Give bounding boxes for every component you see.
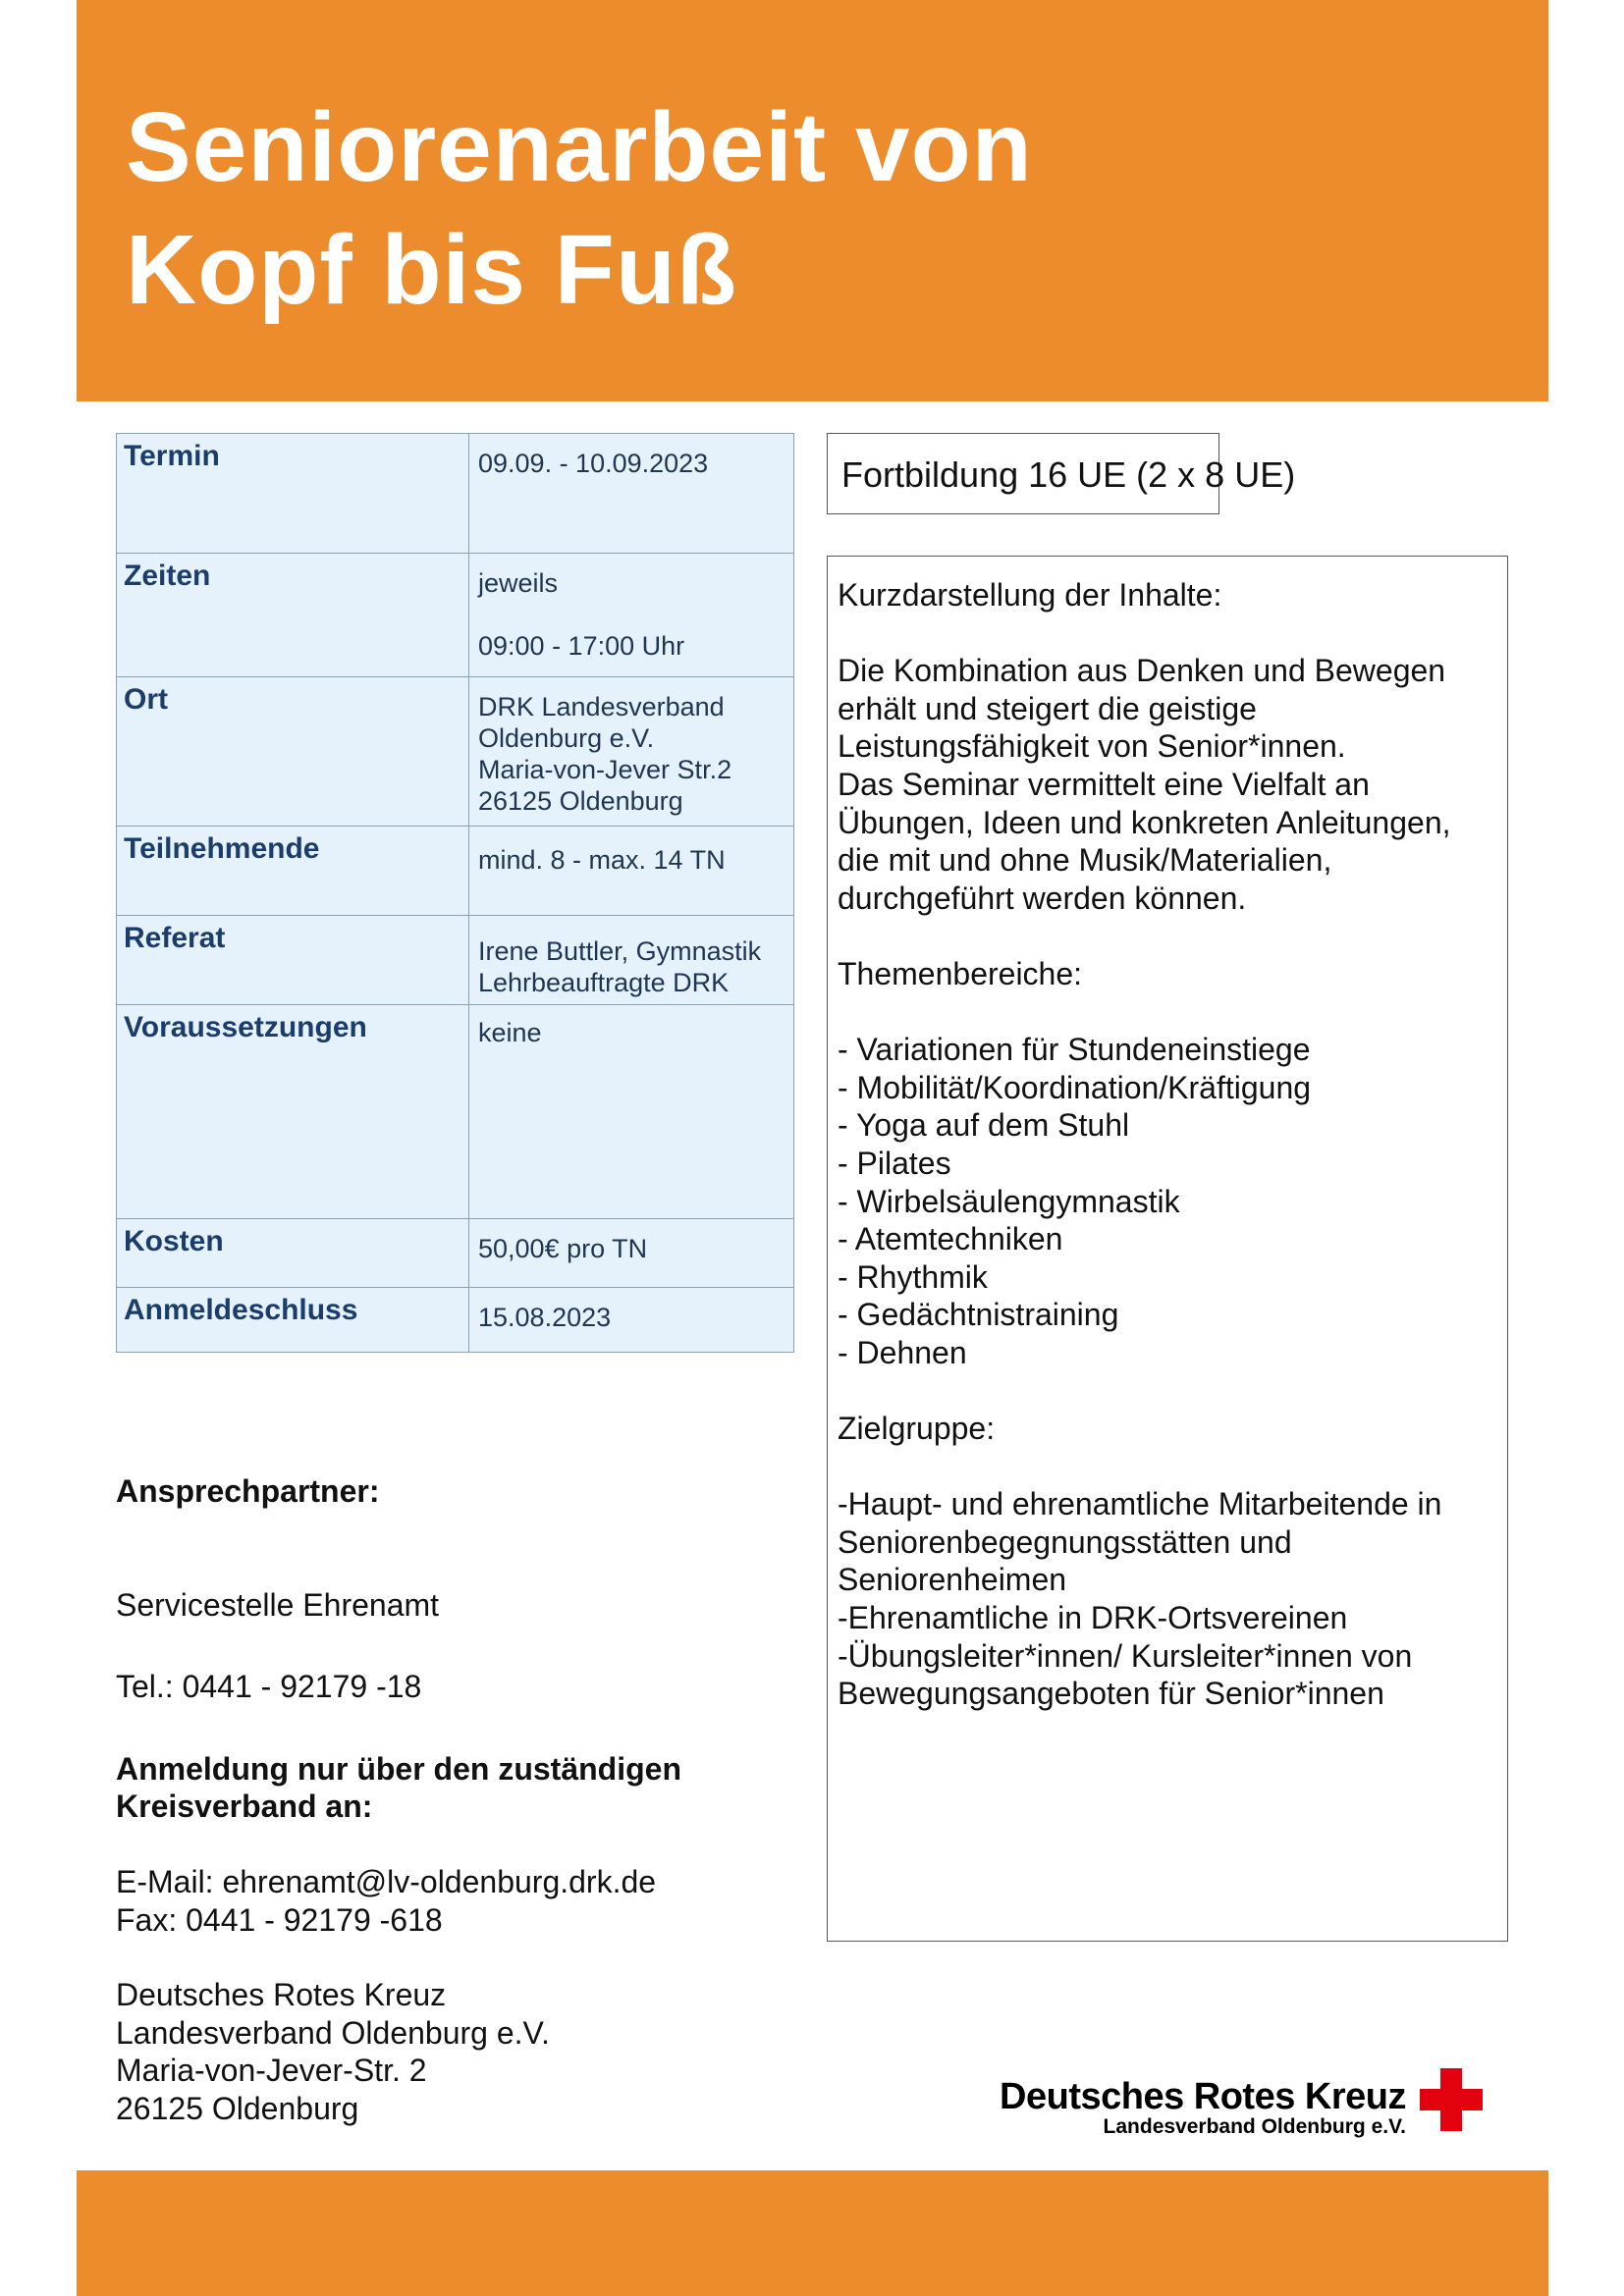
label-kosten: Kosten xyxy=(117,1219,469,1288)
value-line: Lehrbeauftragte DRK xyxy=(478,968,730,997)
label-anmeldeschluss: Anmeldeschluss xyxy=(117,1288,469,1353)
label-referat: Referat xyxy=(117,916,469,1005)
contact-office: Servicestelle Ehrenamt xyxy=(116,1586,440,1623)
contact-tel: Tel.: 0441 - 92179 -18 xyxy=(116,1669,422,1705)
inhalte-box xyxy=(827,556,1508,1942)
spacer xyxy=(838,993,1499,1032)
value-referat xyxy=(469,916,794,1005)
contact-fax: Fax: 0441 - 92179 -618 xyxy=(116,1901,443,1938)
contact-email: E-Mail: ehrenamt@lv-oldenburg.drk.de xyxy=(116,1863,657,1899)
drk-logo xyxy=(972,2066,1483,2145)
address-line: Landesverband Oldenburg e.V. xyxy=(116,2014,550,2051)
red-cross-icon xyxy=(1420,2068,1483,2131)
address-line: Maria-von-Jever-Str. 2 xyxy=(116,2053,427,2089)
list-item: - Variationen für Stundeneinstiege xyxy=(838,1032,1311,1068)
value-kosten xyxy=(469,1219,794,1288)
table-row xyxy=(117,916,794,1005)
table-row xyxy=(117,827,794,916)
zielgruppe-heading: Zielgruppe: xyxy=(838,1411,996,1447)
value-line: DRK Landesverband xyxy=(478,692,725,721)
table-row xyxy=(117,554,794,677)
table-row xyxy=(117,1005,794,1219)
inhalte-heading: Kurzdarstellung der Inhalte: xyxy=(838,577,1222,613)
intro-line: Übungen, Ideen und konkreten Anleitungen, xyxy=(838,804,1451,840)
value-line: 09.09. - 10.09.2023 xyxy=(478,449,709,478)
value-line: 15.08.2023 xyxy=(478,1303,612,1332)
value-line: Irene Buttler, Gymnastik xyxy=(478,936,762,966)
title-line-2: Kopf bis Fuß xyxy=(126,215,737,325)
value-zeiten xyxy=(469,554,794,677)
list-item: - Yoga auf dem Stuhl xyxy=(838,1107,1130,1144)
intro-line: Leistungsfähigkeit von Senior*innen. xyxy=(838,728,1346,765)
list-item: - Rhythmik xyxy=(838,1258,988,1295)
anmeldung-note: Kreisverband an: xyxy=(116,1789,373,1825)
spacer xyxy=(838,1448,1499,1486)
address-line: Deutsches Rotes Kreuz xyxy=(116,1977,447,2013)
spacer xyxy=(116,1706,803,1750)
table-row xyxy=(117,434,794,554)
intro-line: durchgeführt werden können. xyxy=(838,880,1247,916)
value-ort xyxy=(469,677,794,827)
label-ort: Ort xyxy=(117,677,469,827)
spacer xyxy=(838,917,1499,955)
spacer xyxy=(838,614,1499,653)
value-anmeldeschluss xyxy=(469,1288,794,1353)
list-item: - Pilates xyxy=(838,1145,951,1181)
anmeldung-note: Anmeldung nur über den zuständigen xyxy=(116,1750,681,1787)
value-termin xyxy=(469,434,794,554)
fortbildung-box: Fortbildung 16 UE (2 x 8 UE) xyxy=(827,433,1219,514)
footer-band xyxy=(77,2170,1548,2296)
spacer xyxy=(116,1624,803,1668)
spacer xyxy=(116,1511,803,1586)
intro-line: Das Seminar vermittelt eine Vielfalt an xyxy=(838,766,1370,802)
spacer xyxy=(116,1939,803,1976)
label-zeiten: Zeiten xyxy=(117,554,469,677)
value-line: Maria-von-Jever Str.2 xyxy=(478,755,732,784)
zielgruppe-line: Bewegungsangeboten für Senior*innen xyxy=(838,1676,1384,1712)
logo-subtitle: Landesverband Oldenburg e.V. xyxy=(1103,2115,1406,2138)
spacer xyxy=(116,1826,803,1863)
zielgruppe-line: -Haupt- und ehrenamtliche Mitarbeitende in xyxy=(838,1486,1442,1522)
info-table xyxy=(116,433,794,1353)
page-title xyxy=(126,86,1033,332)
value-line: jeweils xyxy=(478,568,559,598)
address-line: 26125 Oldenburg xyxy=(116,2090,359,2126)
title-line-1: Seniorenarbeit von xyxy=(126,92,1033,202)
header-band xyxy=(77,0,1548,401)
zielgruppe-line: -Übungsleiter*innen/ Kursleiter*innen von xyxy=(838,1637,1413,1674)
logo-name: Deutsches Rotes Kreuz xyxy=(1000,2076,1406,2117)
value-teilnehmende xyxy=(469,827,794,916)
list-item: - Dehnen xyxy=(838,1334,967,1370)
value-line xyxy=(478,599,784,630)
zielgruppe-line: -Ehrenamtliche in DRK-Ortsvereinen xyxy=(838,1600,1348,1636)
table-row xyxy=(117,1288,794,1353)
zielgruppe-line: Seniorenheimen xyxy=(838,1562,1067,1598)
themen-heading: Themenbereiche: xyxy=(838,955,1083,991)
intro-line: die mit und ohne Musik/Materialien, xyxy=(838,842,1332,879)
value-line: 09:00 - 17:00 Uhr xyxy=(478,631,685,661)
intro-line: Die Kombination aus Denken und Bewegen xyxy=(838,653,1446,689)
value-line: keine xyxy=(478,1018,542,1047)
value-line: Oldenburg e.V. xyxy=(478,723,655,753)
label-teilnehmende: Teilnehmende xyxy=(117,827,469,916)
contact-heading: Ansprechpartner: xyxy=(116,1473,380,1509)
spacer xyxy=(838,1371,1499,1410)
list-item: - Gedächtnistraining xyxy=(838,1297,1119,1333)
list-item: - Atemtechniken xyxy=(838,1221,1063,1257)
list-item: - Wirbelsäulengymnastik xyxy=(838,1183,1180,1219)
label-voraussetzungen: Voraussetzungen xyxy=(117,1005,469,1219)
list-item: - Mobilität/Koordination/Kräftigung xyxy=(838,1069,1312,1105)
contact-section xyxy=(116,1472,803,2128)
table-row xyxy=(117,1219,794,1288)
value-line: 50,00€ pro TN xyxy=(478,1234,648,1263)
value-line: mind. 8 - max. 14 TN xyxy=(478,845,726,875)
value-line: 26125 Oldenburg xyxy=(478,786,683,816)
intro-line: erhält und steigert die geistige xyxy=(838,690,1257,726)
table-row xyxy=(117,677,794,827)
zielgruppe-line: Seniorenbegegnungsstätten und xyxy=(838,1523,1292,1560)
value-voraussetzungen xyxy=(469,1005,794,1219)
label-termin: Termin xyxy=(117,434,469,554)
